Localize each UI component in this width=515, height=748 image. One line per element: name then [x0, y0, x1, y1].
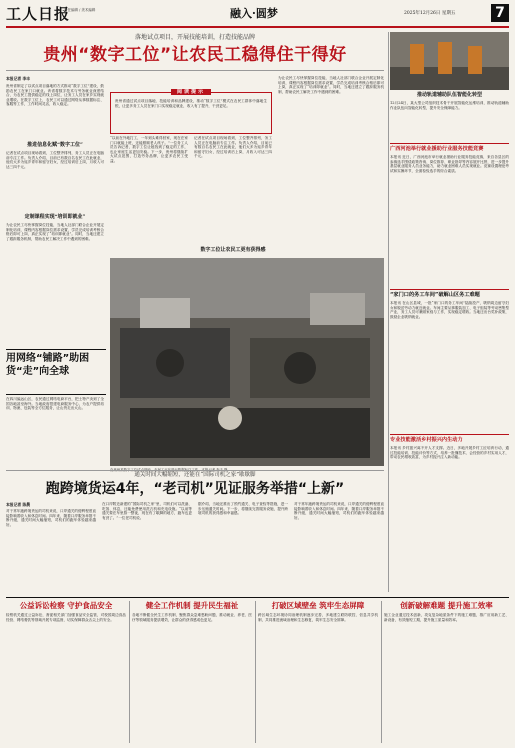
bottom-separator-2 — [255, 601, 256, 743]
bottom-title-1[interactable]: 公益诉讼检察 守护食品安全 — [19, 601, 113, 610]
masthead-rule — [6, 26, 509, 28]
masthead — [6, 4, 509, 26]
story2-kicker: 通关时间大幅缩短，还能在“国际司机之家”歇歇脚 — [134, 472, 256, 478]
bottom-text-4: 施工企业通过技术创新，攻克复杂地质条件下的施工难题，推广应用新工艺、新设备，有效缩短工期，提升施工质量和效率。 — [384, 613, 509, 622]
story2-body-4: 对于常年跑跨境货运的司机来说，口岸通关的便利程度直接影响着收入和休息时间。四年来，随着口岸服务举措不断升级，通关时间大幅缩短，司机们的跑车体验越来越好。 — [294, 502, 384, 520]
lead-body-6: 为让农民工尽快掌握岗位技能，当地人社部门联合企业开展定制化培训，课程内容根据岗位需求设置，学员完成培训考核合格后即可上岗，真正实现了“培训即就业”。同时，当地还建立了跟踪服务机制，帮助农民工解决工作中遇到的困难。 — [278, 76, 384, 94]
lead-subhead-1: 推进信息化赋“数字工位” — [27, 142, 83, 148]
headline-rule — [6, 70, 384, 71]
section-name: 融入·圆梦 — [230, 7, 278, 20]
bottom-title-2[interactable]: 健全工作机制 提升民生福祉 — [145, 601, 239, 610]
bottom-rule — [6, 597, 509, 598]
right-text-2: 本报讯 近日，广西河池市举行就业援助行业服务技能竞赛，来自各县区的参赛选手围绕政策咨询、岗位推荐、职业指导等内容展开比拼，进一步提升基层就业服务人员业务能力，助力就业困难人员实现就业。竞赛设置理论考试和实操环节，全面检验选手的综合素质。 — [390, 155, 509, 173]
lead-body-2: 记者在试点项目现场看到，工位整齐排列，务工人员正在电脑前专注工作。负责人介绍，目前已有数百名农民工在此就业，他们大多为返乡青年和留守妇女，经过培训后上岗，月收入可达三四千元。 — [6, 151, 104, 169]
column-separator — [388, 32, 389, 592]
right-text-4: 本报讯 乡村振兴离不开人才支撑。近日，多地开展乡村工匠培育行动，通过技能培训、技能评价等方式，培养一批懂技术、会经营的乡村实用人才，带动农民增收致富，为乡村振兴注入新动能。 — [390, 446, 509, 460]
right-photo — [390, 32, 509, 90]
lead-headline[interactable]: 贵州“数字工位”让农民工稳得住干得好 — [43, 45, 347, 65]
sidebar-title[interactable]: 用网络“铺路”助困货“走”向全球 — [6, 353, 90, 377]
story2-body-2: 在口岸附近新建的“国际司机之家”里，司机们可以洗澡、吃饭、休息，还能免费使用洗衣机和充电设施。“以前等通关要在车里熬一整夜，现在有了歇脚的地方，跑车也更有劲了。”一位老司机说。 — [102, 502, 192, 520]
right-title-3[interactable]: “家门口的务工车间”破解山区务工难题 — [390, 292, 480, 298]
lead-body-3: 为让农民工尽快掌握岗位技能，当地人社部门联合企业开展定制化培训，课程内容根据岗位需求设置，学员完成培训考核合格后即可上岗，真正实现了“培训即就业”。同时，当地还建立了跟踪服务机制，帮助农民工解决工作中遇到的困难。 — [6, 223, 104, 241]
editor-credit: 责任编辑 / 美术编辑 — [64, 8, 96, 12]
right-title-2[interactable]: 广西河池举行就业援助行业服务技能竞赛 — [390, 146, 484, 152]
right-photo-text: 12月24日，某大型公司组织技术骨干开展智能化运维培训，推动轨道辅助作业队伍向智能化转型，提升安全保障能力。 — [390, 101, 509, 110]
sidebar-text: 在四川偏远山区，农民通过网络电商平台，把土特产卖到了全国各地甚至海外。当地政府搭建电商服务中心，为农户提供培训、物流、包装等全方位服务，让山货走出大山。 — [6, 397, 104, 411]
story2-top-rule — [6, 470, 384, 471]
story2-headline[interactable]: 跑跨境货运4年，“老司机”见证服务举措“上新” — [45, 481, 345, 497]
bottom-title-4[interactable]: 创新破解难题 提升施工效率 — [400, 601, 493, 610]
reading-tip-text: 贵州省通过试点项目落地、技能培训和品牌建设，推动“数字工位”模式在农民工群体中落地生根，让更多务工人员在家门口实现稳定就业，收入有了提升，干劲更足。 — [115, 99, 267, 108]
reading-tip-box — [110, 89, 272, 134]
bottom-text-2: 各地不断健全民生工作机制，聚焦群众急难愁盼问题，推动就业、养老、医疗等领域服务提质增效，让群众的获得感成色更足。 — [132, 613, 252, 622]
right-rule-3 — [390, 434, 509, 435]
lead-body-5: 记者在试点项目现场看到，工位整齐排列，务工人员正在电脑前专注工作。负责人介绍，目前已有数百名农民工在此就业，他们大多为返乡青年和留守妇女，经过培训后上岗，月收入可达三四千元。 — [194, 136, 272, 159]
right-rule-1 — [390, 143, 509, 144]
right-photo-title[interactable]: 推动轨道辅助队伍智能化转型 — [416, 92, 482, 98]
issue-date: 2025年12月26日 星期五 — [404, 11, 456, 16]
newspaper-logo: 工人日报 — [6, 5, 71, 23]
lead-subhead-2: 定制课程实现“培训即就业” — [24, 214, 86, 220]
lead-subhead-3: 数字工位让农民工更有获得感 — [200, 247, 266, 253]
lead-photo — [110, 258, 384, 466]
bottom-text-1: 检察机关通过公益诉讼，督促相关部门加强食品安全监管，对校园周边食品经营、网络餐饮等领域开展专项监督，切实保障群众舌尖上的安全。 — [6, 613, 126, 622]
right-rule-2 — [390, 289, 509, 290]
bottom-text-3: 跨区域生态环境协同治理机制逐步完善，多地建立联防联控、信息共享机制，共同推进流域治理和生态修复，筑牢生态安全屏障。 — [258, 613, 378, 622]
story2-body-3: 据介绍，当地还推出了预约通关、电子查验等措施，进一步压缩通关时间。下一步，将继续完善服务设施，提升跨境司机的获得感和幸福感。 — [198, 502, 288, 516]
bottom-title-3[interactable]: 打破区域壁垒 筑牢生态屏障 — [271, 601, 365, 610]
lead-body-4: “以前在外地打工，一年到头难得回家，现在在家门口就能上班，还能照顾老人孩子。”一位务工人员告诉记者，数字工位让她找到了稳定的工作，也让家庭生活更加安稳。下一步，贵州将继续扩大试点范围，打造劳务品牌，让更多农民工受益。 — [110, 136, 188, 163]
right-title-4[interactable]: 专业技能激活乡村振兴内生动力 — [390, 437, 463, 443]
story2-body-1: 对于常年跑跨境货运的司机来说，口岸通关的便利程度直接影响着收入和休息时间。四年来，随着口岸服务举措不断升级，通关时间大幅缩短，司机们的跑车体验越来越好。 — [6, 509, 96, 527]
lead-kicker: 落地试点项目，开展技能培训，打造技能品牌 — [134, 34, 255, 41]
page-number: 7 — [491, 4, 509, 22]
story2-byline: 本报记者 陈晨 — [6, 502, 31, 507]
lead-byline: 本报记者 李丰 — [6, 76, 31, 81]
bottom-separator-1 — [129, 601, 130, 743]
reading-tip-title: 阅读提示 — [111, 88, 271, 96]
lead-body-1: 贵州省制定了以试点项目落地的方式推动“数字工位”建设，鼓励农民工在家门口就业。该省将数字技术与劳务就业深度结合，为农民工提供稳定的线上岗位，让务工人员在家乡实现就业增收。在数字工位上，农民工可以通过网络从事数据标注、客服等工作，工作时间灵活，收入稳定。 — [6, 84, 104, 107]
office-workers-image — [110, 258, 384, 466]
sidebar-story — [6, 349, 106, 395]
rail-workers-image — [390, 32, 509, 90]
right-text-3: 本报讯 在山区县城，一批“家门口的务工车间”陆续投产，吸纳周边留守妇女和脱贫劳动力就近就业。车间主要从事服装加工、电子组装等劳动密集型产业，务工人员可兼顾家庭与工作，实现稳定增收。当地还出台奖补政策，鼓励企业吸纳就业。 — [390, 301, 509, 319]
bottom-separator-3 — [381, 601, 382, 743]
